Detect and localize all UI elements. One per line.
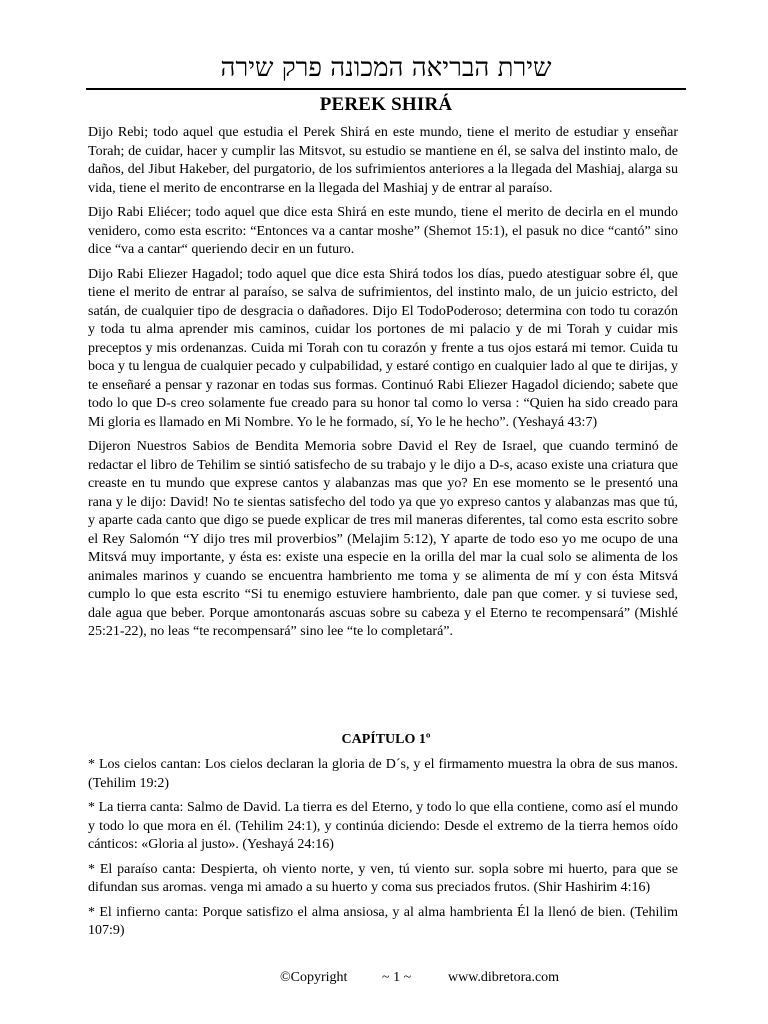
page-number: ~ 1 ~: [382, 970, 412, 985]
intro-paragraph: Dijeron Nuestros Sabios de Bendita Memoria sobre David el Rey de Israel, que cuando terminó de redactar el libro de Tehilim se sintió satisfecho de su trabajo y le dijo a D-s, acaso existe una criatura que creaste en tu mundo que exprese cantos y alabanzas mas que yo? En ese momento se le presentó una rana y le dijo: David! No te sientas satisfecho del todo ya que yo expreso cantos y alabanzas mas que tú, y aparte cada canto que digo se puede explicar de tres mil maneras diferentes, tal como esta escrito sobre el Rey Salomón “Y dijo tres mil proverbios” (Melajim 5:12), Y aparte de todo eso yo me ocupo de una Mitsvá muy importante, y ésta es: existe una especie en la orilla del mar la cual solo se alimenta de los animales marinos y cuando se encuentra hambriento me toma y se alimenta de mí y con ésta Mitsvá cumplo lo que esta escrito “Si tu enemigo estuviere hambriento, dale pan que comer. y si tuviese sed, dale agua que beber. Porque amontonarás ascuas sobre su cabeza y el Eterno te recompensará” (Mishlé 25:21-22), no leas “te recompensará” sino lee “te lo completará”.: [88, 439, 678, 639]
verse-item: * El infierno canta: Porque satisfizo el alma ansiosa, y al alma hambrienta Él la llenó de bien. (Tehilim 107:9): [88, 904, 678, 938]
intro-paragraph: Dijo Rebi; todo aquel que estudia el Perek Shirá en este mundo, tiene el merito de estudiar y enseñar Torah; de cuidar, hacer y cumplir las Mitsvot, su estudio se mantiene en él, se salva del instinto malo, de daños, del Jibut Hakeber, del purgatorio, de los sufrimientos anteriores a la llegada del Mashiaj, alarga su vida, tiene el merito de encontrarse en la llegada del Mashiaj y de entrar al paraíso.: [88, 125, 678, 196]
hebrew-title: שירת הבריאה המכונה פרק שירה: [220, 53, 552, 83]
chapter-title: CAPÍTULO 1º: [341, 732, 431, 747]
verse-item: * Los cielos cantan: Los cielos declaran la gloria de D´s, y el firmamento muestra la obra de sus manos. (Tehilim 19:2): [88, 757, 678, 791]
verse-item: * El paraíso canta: Despierta, oh viento norte, y ven, tú viento sur. sopla sobre mi huerto, para que se difundan sus aromas. venga mi amado a su huerto y coma sus preciados frutos. (Shir Hashirim 4:16): [88, 861, 678, 895]
chapter-verses: [88, 756, 678, 947]
intro-paragraph: Dijo Rabi Eliécer; todo aquel que dice esta Shirá en este mundo, tiene el merito de decirla en el mundo venidero, como esta escrito: “Entonces va a cantar moshe” (Shemot 15:1), el pasuk no dice “cantó” sino dice “va a cantar“ queriendo decir en un futuro.: [88, 205, 678, 257]
verse-item: * La tierra canta: Salmo de David. La tierra es del Eterno, y todo lo que ella contiene, como así el mundo y todo lo que mora en él. (Tehilim 24:1), y continúa diciendo: Desde el extremo de la tierra hemos oído cánticos: «Gloria al justo». (Yeshayá 24:16): [88, 800, 678, 852]
intro-section: [88, 124, 678, 648]
website-link[interactable]: www.dibretora.com: [448, 970, 560, 985]
intro-paragraph: Dijo Rabi Eliezer Hagadol; todo aquel que dice esta Shirá todos los días, puedo atestiguar sobre él, que tiene el merito de entrar al paraíso, se salva de sufrimientos, del instinto malo, de un juicio estricto, del satán, de cualquier tipo de desgracia o dañadores. Dijo El TodoPoderoso; determina con todo tu corazón y toda tu alma aprender mis caminos, cuidar los portones de mi palacio y de mi Torah y cuidar mis preceptos y mis ordenanzas. Cuida mi Torah con tu corazón y frente a tus ojos estará mi temor. Cuida tu boca y tu lengua de cualquier pecado y culpabilidad, y estaré contigo en cualquier lado al que te dirijas, y te enseñaré a pensar y razonar en todas sus formas. Continuó Rabi Eliezer Hagadol diciendo; sabete que todo lo que D-s creo solamente fue creado para su honor tal como lo versa : “Quien ha sido creado para Mi gloria es llamado en Mi Nombre. Yo le he formado, sí, Yo le he hecho”. (Yeshayá 43:7): [88, 266, 678, 430]
title-divider: [86, 88, 686, 90]
copyright-text: ©Copyright: [280, 970, 348, 985]
page-title: PEREK SHIRÁ: [319, 94, 453, 115]
